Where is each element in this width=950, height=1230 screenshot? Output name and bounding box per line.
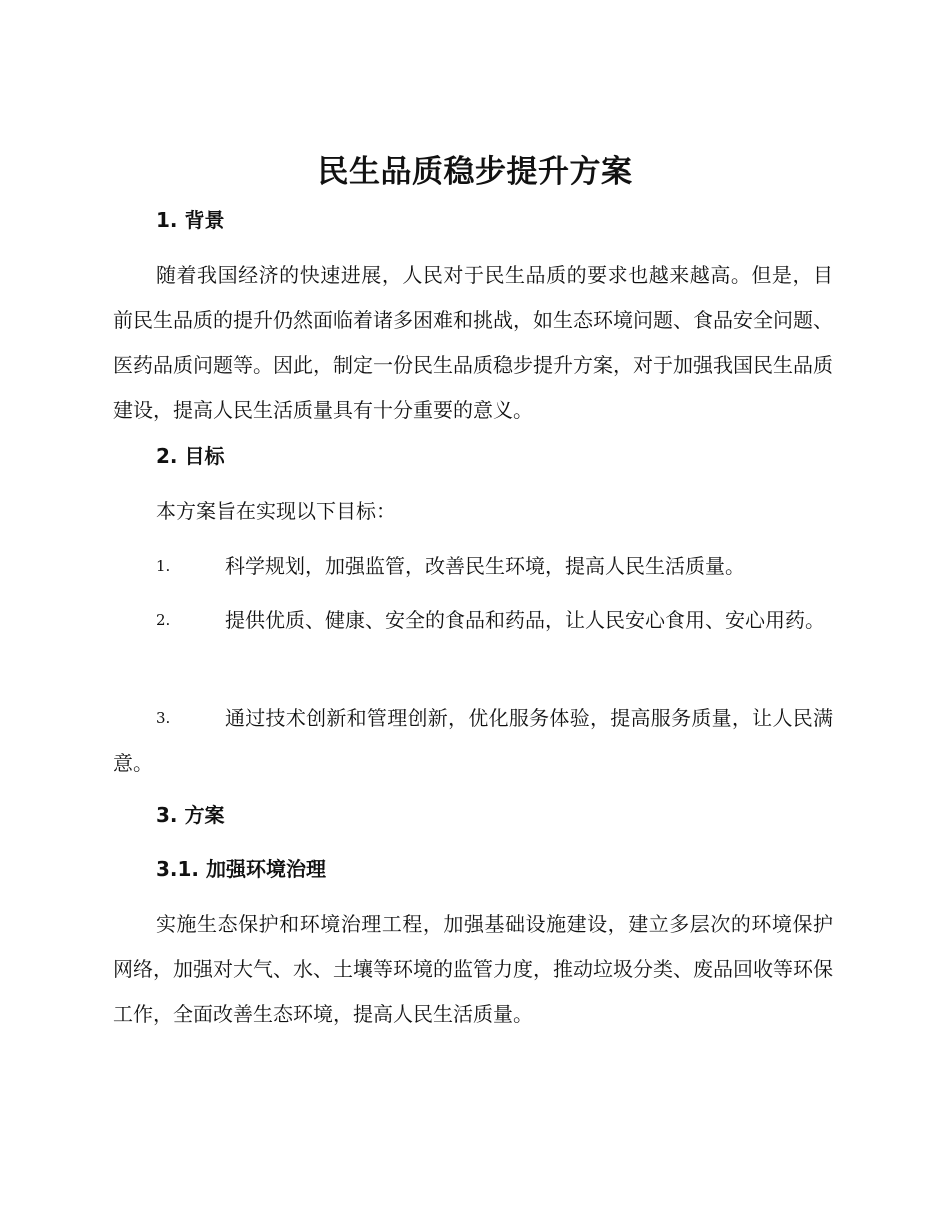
goal-list-number: 2. bbox=[156, 611, 171, 629]
goal-list-number: 1. bbox=[156, 557, 171, 575]
subsection-heading-environment: 3.1. 加强环境治理 bbox=[156, 857, 326, 881]
section-heading-background: 1. 背景 bbox=[156, 208, 225, 232]
environment-paragraph: 实施生态保护和环境治理工程，加强基础设施建设，建立多层次的环境保护网络，加强对大气、水、土壤等环境的监管力度，推动垃圾分类、废品回收等环保工作，全面改善生态环境，提高人民生活质量。 bbox=[113, 912, 833, 1026]
goal-list-item bbox=[113, 598, 833, 643]
document-title: 民生品质稳步提升方案 bbox=[317, 154, 633, 190]
background-paragraph: 随着我国经济的快速进展，人民对于民生品质的要求也越来越高。但是，目前民生品质的提升仍然面临着诸多困难和挑战，如生态环境问题、食品安全问题、医药品质问题等。因此，制定一份民生品质稳步提升方案，对于加强我国民生品质建设，提高人民生活质量具有十分重要的意义。 bbox=[113, 263, 833, 422]
section-heading-plan: 3. 方案 bbox=[156, 803, 225, 827]
section-heading-goals: 2. 目标 bbox=[156, 444, 225, 468]
goal-list-number: 3. bbox=[156, 709, 171, 727]
goal-list-item bbox=[113, 696, 833, 786]
goal-list-item bbox=[113, 544, 833, 589]
goal-list-text: 科学规划，加强监管，改善民生环境，提高人民生活质量。 bbox=[225, 554, 745, 578]
goal-list-text: 通过技术创新和管理创新，优化服务体验，提高服务质量，让人民满意。 bbox=[113, 706, 833, 775]
goal-list-text: 提供优质、健康、安全的食品和药品，让人民安心食用、安心用药。 bbox=[225, 608, 825, 632]
goals-intro-paragraph: 本方案旨在实现以下目标： bbox=[156, 499, 396, 523]
